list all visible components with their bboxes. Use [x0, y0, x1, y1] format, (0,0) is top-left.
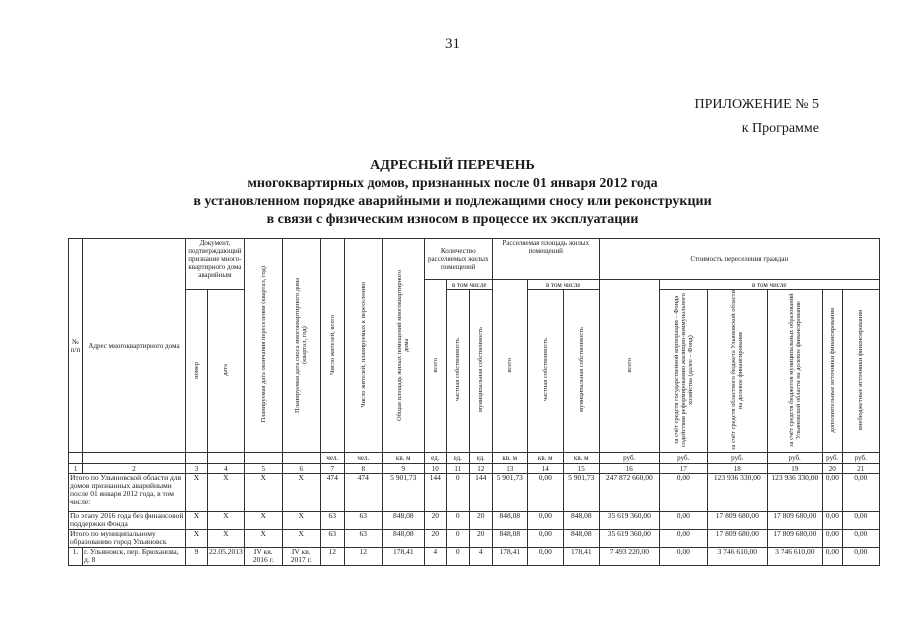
column-number: 21 [842, 464, 879, 474]
row-cell: X [282, 474, 320, 512]
row-cell: 0,00 [659, 548, 707, 566]
row-cell: X [186, 512, 208, 530]
row-cell: 9 [186, 548, 208, 566]
column-number: 8 [344, 464, 382, 474]
row-address: Итого по муниципальному образованию город Ульяновск [69, 530, 186, 548]
units-empty [282, 453, 320, 464]
table-row [69, 474, 880, 512]
row-cell: 4 [424, 548, 446, 566]
unit-cell: руб. [599, 453, 659, 464]
housing-table [68, 238, 880, 566]
header-cost-extrabudget [842, 290, 879, 453]
header-planned-resettlement-text: Планируемая дата окончания переселения (квартал, год) [259, 266, 267, 423]
row-cell: 0,00 [842, 530, 879, 548]
row-cell: X [282, 530, 320, 548]
header-planned-demolition-text: Планируемая дата сноса многоквартирного дома (квартал, год) [294, 276, 309, 413]
row-cell: 0,00 [842, 512, 879, 530]
column-number: 19 [767, 464, 822, 474]
row-cell: X [208, 512, 245, 530]
row-address: г. Ульяновск, пер. Брюханова, д. 8 [83, 548, 186, 566]
header-address: Адрес многоквартирного дома [83, 239, 186, 453]
row-cell: 3 746 610,00 [707, 548, 767, 566]
header-cost-fund-text: за счёт средств государственной корпорации – Фонда содействия реформированию жилищно-коммунального хозяйства (далее – Фонд) [672, 293, 694, 447]
header-rooms-count: Количество расселяемых жилых помещений [424, 239, 492, 280]
row-number: 1. [69, 548, 83, 566]
unit-cell: руб. [707, 453, 767, 464]
row-cell: 123 936 330,00 [707, 474, 767, 512]
column-numbers-row [69, 464, 880, 474]
row-cell: 0 [446, 548, 469, 566]
unit-cell: кв. м [563, 453, 599, 464]
row-cell: 17 809 680,00 [767, 530, 822, 548]
unit-cell: кв. м [527, 453, 563, 464]
table-body [69, 474, 880, 566]
row-cell: X [186, 530, 208, 548]
header-cost-local-text: за счёт средств бюджетов муниципальных образований Ульяновской области на долевое финансирование [787, 293, 802, 447]
row-cell: 5 901,73 [492, 474, 527, 512]
unit-cell: кв. м [382, 453, 424, 464]
row-cell: 848,08 [492, 512, 527, 530]
row-cell: 474 [320, 474, 344, 512]
units-empty [83, 453, 186, 464]
column-number: 1 [69, 464, 83, 474]
header-rooms-private [446, 290, 469, 453]
row-cell: 5 901,73 [382, 474, 424, 512]
row-cell: 0,00 [822, 530, 842, 548]
header-doc-number-text: номер [193, 361, 200, 379]
appendix-header [695, 93, 820, 141]
row-cell: X [244, 512, 282, 530]
header-residents-planned [344, 239, 382, 453]
row-cell: 17 809 680,00 [707, 512, 767, 530]
row-cell: 0,00 [527, 530, 563, 548]
column-number: 17 [659, 464, 707, 474]
units-row [69, 453, 880, 464]
header-area-incl: в том числе [527, 280, 599, 290]
row-cell: 0,00 [822, 512, 842, 530]
row-cell: IV кв. 2017 г. [282, 548, 320, 566]
units-empty [244, 453, 282, 464]
row-cell: X [208, 474, 245, 512]
table-row [69, 530, 880, 548]
column-number: 3 [186, 464, 208, 474]
table-row [69, 512, 880, 530]
header-cost-total [599, 280, 659, 453]
units-empty [186, 453, 208, 464]
header-rooms-municipal-text: муниципальная собственность [477, 327, 485, 413]
row-cell: 7 493 220,00 [599, 548, 659, 566]
row-address: По этапу 2016 года без финансовой поддержки Фонда [69, 512, 186, 530]
title-line-2: многоквартирных домов, признанных после 01 января 2012 года [247, 176, 658, 191]
header-cost-incl: в том числе [659, 280, 879, 290]
row-cell: 0,00 [842, 474, 879, 512]
row-cell: 3 746 610,00 [767, 548, 822, 566]
header-doc-number [186, 290, 208, 453]
row-cell: 0 [446, 530, 469, 548]
unit-cell: руб. [822, 453, 842, 464]
unit-cell: ед. [469, 453, 492, 464]
row-cell: 12 [344, 548, 382, 566]
header-residents-total-text: Число жителей, всего [328, 314, 336, 375]
header-cost-local [767, 290, 822, 453]
row-cell: 0,00 [659, 474, 707, 512]
row-cell: 0,00 [659, 512, 707, 530]
header-planned-resettlement [244, 239, 282, 453]
row-cell: 178,41 [563, 548, 599, 566]
appendix-subtitle: к Программе [741, 121, 819, 136]
row-cell: 63 [344, 530, 382, 548]
row-cell: 0,00 [659, 530, 707, 548]
row-cell: 247 872 660,00 [599, 474, 659, 512]
row-cell: 20 [469, 530, 492, 548]
header-area-resettled: Расселяемая площадь жилых помещений [492, 239, 599, 280]
row-cell: 63 [320, 512, 344, 530]
column-number: 7 [320, 464, 344, 474]
row-cell: X [244, 474, 282, 512]
row-cell: 0,00 [822, 548, 842, 566]
unit-cell: ед. [446, 453, 469, 464]
appendix-title: ПРИЛОЖЕНИЕ № 5 [694, 97, 819, 112]
header-area-private [527, 290, 563, 453]
row-cell: 0 [446, 474, 469, 512]
header-residents-total [320, 239, 344, 453]
title-line-3: в установленном порядке аварийными и подлежащими сносу или реконструкции [193, 194, 712, 209]
unit-cell: руб. [767, 453, 822, 464]
header-cost-extrabudget-text: внебюджетные источники финансирования [857, 310, 865, 430]
column-number: 14 [527, 464, 563, 474]
column-number: 18 [707, 464, 767, 474]
row-cell: 4 [469, 548, 492, 566]
header-rooms-total-text: всего [431, 357, 439, 373]
header-cost-additional-text: дополнительные источники финансирования [828, 307, 836, 433]
column-number: 5 [244, 464, 282, 474]
header-rooms-incl: в том числе [446, 280, 492, 290]
row-cell: 0,00 [527, 512, 563, 530]
header-doc-date [208, 290, 245, 453]
column-number: 4 [208, 464, 245, 474]
row-cell: 848,08 [563, 512, 599, 530]
column-number: 20 [822, 464, 842, 474]
row-cell: 22.05.2013 [208, 548, 245, 566]
row-cell: 178,41 [492, 548, 527, 566]
header-rooms-total [424, 280, 446, 453]
row-cell: 0,00 [842, 548, 879, 566]
row-cell: 12 [320, 548, 344, 566]
column-number: 2 [83, 464, 186, 474]
row-cell: 20 [424, 530, 446, 548]
document-title [0, 157, 905, 229]
unit-cell: руб. [659, 453, 707, 464]
header-cost-additional [822, 290, 842, 453]
row-cell: 848,08 [382, 530, 424, 548]
unit-cell: ед. [424, 453, 446, 464]
row-cell: 35 619 360,00 [599, 512, 659, 530]
row-cell: 144 [469, 474, 492, 512]
row-cell: 123 936 330,00 [767, 474, 822, 512]
table-row [69, 548, 880, 566]
header-planned-demolition [282, 239, 320, 453]
column-number: 6 [282, 464, 320, 474]
row-cell: 0,00 [822, 474, 842, 512]
unit-cell: чел. [320, 453, 344, 464]
row-cell: X [186, 474, 208, 512]
row-cell: X [244, 530, 282, 548]
row-cell: 0,00 [527, 548, 563, 566]
row-cell: 144 [424, 474, 446, 512]
header-area-municipal [563, 290, 599, 453]
row-cell: 17 809 680,00 [707, 530, 767, 548]
unit-cell: руб. [842, 453, 879, 464]
row-cell: 35 619 360,00 [599, 530, 659, 548]
row-cell: 17 809 680,00 [767, 512, 822, 530]
column-number: 11 [446, 464, 469, 474]
header-cost: Стоимость переселения граждан [599, 239, 879, 280]
row-cell: 5 901,73 [563, 474, 599, 512]
row-cell: 0,00 [527, 474, 563, 512]
header-total-area-text: Общая площадь жилых помещений многоквартирного дома [396, 268, 411, 421]
header-area-private-text: частная собственность [541, 338, 549, 402]
header-cost-regional-text: за счёт средств областного бюджета Ульяновской области на долевое финансирование [730, 290, 745, 450]
header-cost-regional [707, 290, 767, 453]
units-empty [69, 453, 83, 464]
row-cell: 848,08 [382, 512, 424, 530]
row-cell: 20 [469, 512, 492, 530]
header-document: Документ, подтверждающий признание много-квартирного дома аварийным [186, 239, 245, 290]
title-line-1: АДРЕСНЫЙ ПЕРЕЧЕНЬ [370, 158, 535, 173]
row-cell: 474 [344, 474, 382, 512]
title-line-4: в связи с физическим износом в процессе их эксплуатации [266, 212, 639, 227]
header-cost-total-text: всего [625, 357, 633, 373]
column-number: 9 [382, 464, 424, 474]
column-number: 15 [563, 464, 599, 474]
column-number: 12 [469, 464, 492, 474]
header-cost-fund [659, 290, 707, 453]
row-cell: 178,41 [382, 548, 424, 566]
column-number: 10 [424, 464, 446, 474]
units-empty [208, 453, 245, 464]
header-total-area [382, 239, 424, 453]
column-number: 13 [492, 464, 527, 474]
row-cell: 63 [344, 512, 382, 530]
unit-cell: кв. м [492, 453, 527, 464]
row-cell: 0 [446, 512, 469, 530]
header-rooms-municipal [469, 290, 492, 453]
unit-cell: чел. [344, 453, 382, 464]
column-number: 16 [599, 464, 659, 474]
header-rooms-private-text: частная собственность [454, 338, 462, 402]
row-cell: IV кв. 2016 г. [244, 548, 282, 566]
row-address: Итого по Ульяновской области для домов признанных аварийными после 01 января 2012 года, в том числе: [69, 474, 186, 512]
row-cell: X [208, 530, 245, 548]
header-residents-planned-text: Число жителей, планируемых к переселению [359, 281, 367, 408]
row-cell: 20 [424, 512, 446, 530]
header-area-municipal-text: муниципальная собственность [577, 327, 585, 413]
row-cell: 848,08 [492, 530, 527, 548]
row-cell: 848,08 [563, 530, 599, 548]
header-area-total [492, 280, 527, 453]
row-cell: 63 [320, 530, 344, 548]
header-num: № п/п [69, 239, 83, 453]
page-number: 31 [445, 36, 460, 52]
header-area-total-text: всего [506, 357, 514, 373]
header-doc-date-text: дата [222, 364, 230, 376]
row-cell: X [282, 512, 320, 530]
